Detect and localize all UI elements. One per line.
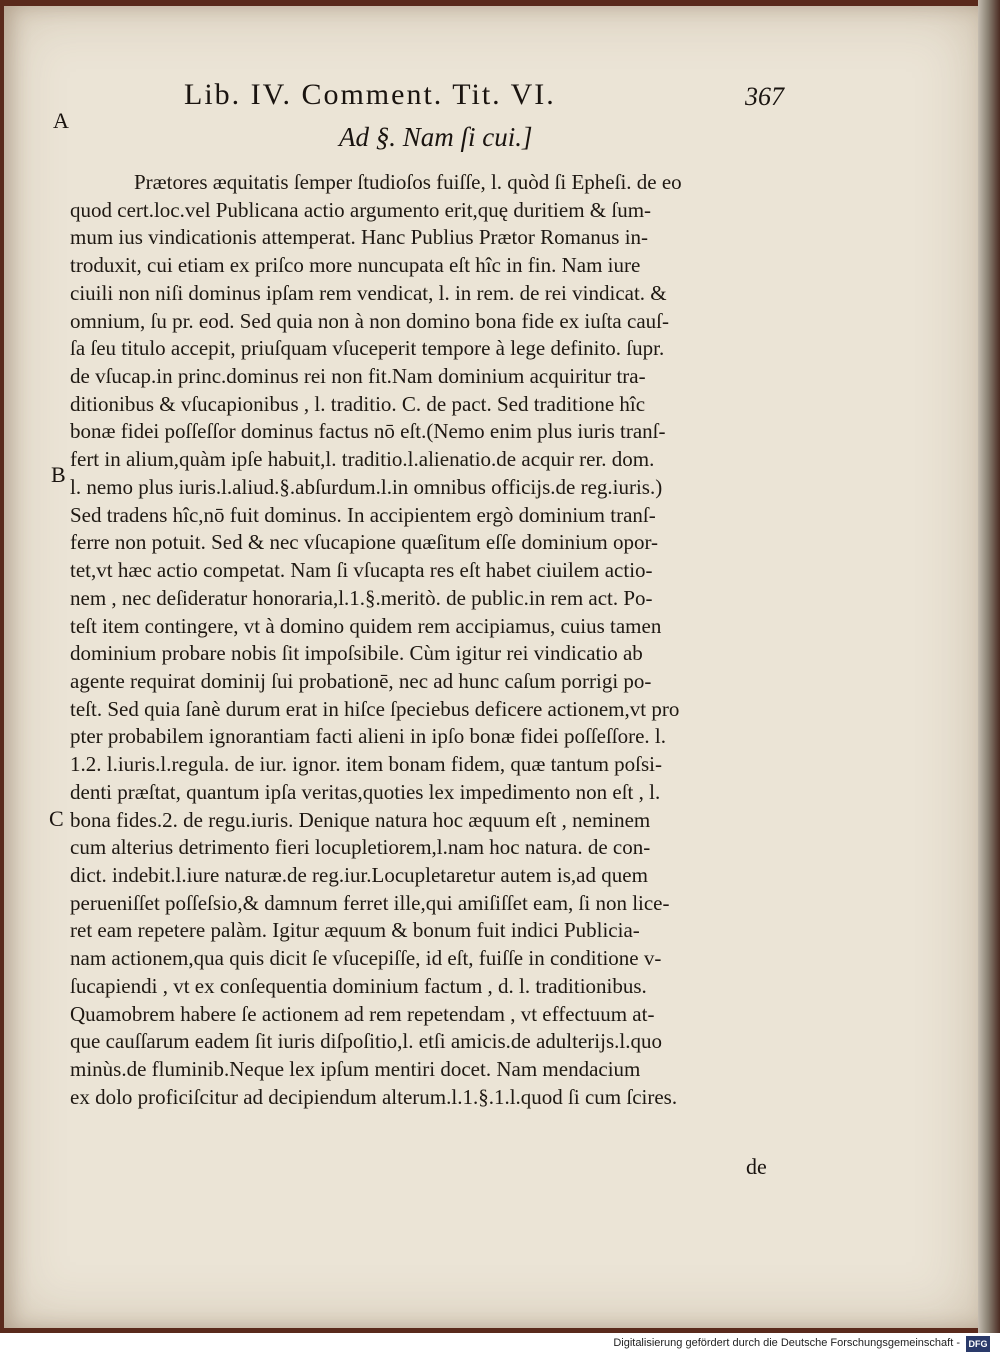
text-line: ex dolo proficiſcitur ad decipiendum alterum.l.1.§.1.l.quod ſi cum ſcires. bbox=[70, 1084, 678, 1109]
body-text bbox=[70, 169, 790, 1111]
text-line: bonæ fidei poſſeſſor dominus factus nō eſt.(Nemo enim plus iuris tranſ- bbox=[70, 419, 666, 444]
text-line: dominium probare nobis ſit impoſsibile. Cùm igitur rei vindicatio ab bbox=[70, 641, 643, 666]
footer-bar bbox=[0, 1333, 1000, 1356]
text-line: 1.2. l.iuris.l.regula. de iur. ignor. item bonam fidem, quæ tantum poſsi- bbox=[70, 752, 663, 777]
funding-notice: Digitalisierung gefördert durch die Deutsche Forschungsgemeinschaft - bbox=[613, 1337, 960, 1349]
margin-letter-c: C bbox=[49, 806, 64, 831]
text-line: ret eam repetere palàm. Igitur æquum & bonum fuit indici Publicia- bbox=[70, 918, 640, 943]
text-line: perueniſſet poſſeſsio,& damnum ferret ille,qui amiſiſſet eam, ſi non lice- bbox=[70, 890, 670, 915]
page-edge bbox=[978, 0, 1000, 1333]
dfg-logo-icon: DFG bbox=[966, 1336, 990, 1352]
text-line: bona fides.2. de regu.iuris. Denique natura hoc æquum eſt , neminem bbox=[70, 807, 651, 832]
text-line: nem , nec deſideratur honoraria,l.1.§.meritò. de public.in rem act. Po- bbox=[70, 585, 653, 610]
margin-letter-a: A bbox=[53, 108, 69, 133]
text-line: troduxit, cui etiam ex priſco more nuncupata eſt hîc in fin. Nam iure bbox=[70, 253, 641, 278]
running-head: Lib. IV. Comment. Tit. VI. bbox=[184, 78, 556, 111]
section-title: Ad §. Nam ſi cui.] bbox=[339, 122, 533, 152]
text-line: quod cert.loc.vel Publicana actio argumento erit,quę duritiem & ſum- bbox=[70, 197, 652, 222]
text-line: que cauſſarum eadem ſit iuris diſpoſitio,l. etſi amicis.de adulterijs.l.quo bbox=[70, 1029, 662, 1054]
text-line: teſt item contingere, vt à domino quidem rem accipiamus, cuius tamen bbox=[70, 613, 662, 638]
text-line: denti præſtat, quantum ipſa veritas,quoties lex impedimento non eſt , l. bbox=[70, 779, 661, 804]
text-line: ſa ſeu titulo accepit, priuſquam vſuceperit tempore à lege definito. ſupr. bbox=[70, 336, 665, 361]
text-line: omnium, ſu pr. eod. Sed quia non à non domino bona fide ex iuſta cauſ- bbox=[70, 308, 669, 333]
text-line: cum alterius detrimento fieri locupletiorem,l.nam hoc natura. de con- bbox=[70, 835, 651, 860]
text-line: l. nemo plus iuris.l.aliud.§.abſurdum.l.in omnibus officijs.de reg.iuris.) bbox=[70, 474, 663, 499]
text-line: nam actionem,qua quis dicit ſe vſucepiſſe, id eſt, fuiſſe in conditione v- bbox=[70, 946, 662, 971]
text-line: agente requirat dominij ſui probationē, nec ad hunc caſum porrigi po- bbox=[70, 668, 652, 693]
text-line: mum ius vindicationis attemperat. Hanc Publius Prætor Romanus in- bbox=[70, 225, 649, 250]
text-line: ditionibus & vſucapionibus , l. traditio. C. de pact. Sed traditione hîc bbox=[70, 391, 646, 416]
text-line: ciuili non niſi dominus ipſam rem vendicat, l. in rem. de rei vindicat. & bbox=[70, 280, 667, 305]
text-line: ferre non potuit. Sed & nec vſucapione quæſitum eſſe dominium opor- bbox=[70, 530, 659, 555]
text-line: minùs.de fluminib.Neque lex ipſum mentiri docet. Nam mendacium bbox=[70, 1057, 641, 1081]
margin-letter-b: B bbox=[51, 462, 66, 487]
text-line: de vſucap.in princ.dominus rei non fit.Nam dominium acquiritur tra- bbox=[70, 364, 646, 389]
page-number: 367 bbox=[745, 82, 784, 111]
text-line: pter probabilem ignorantiam facti alieni in ipſo bonæ fidei poſſeſſore. l. bbox=[70, 724, 667, 749]
text-line: ſucapiendi , vt ex conſequentia dominium factum , d. l. traditionibus. bbox=[70, 973, 647, 998]
text-line: teſt. Sed quia ſanè durum erat in hiſce ſpeciebus deficere actionem,vt pro bbox=[70, 696, 680, 721]
text-line: Sed tradens hîc,nō fuit dominus. In accipientem ergò dominium tranſ- bbox=[70, 502, 656, 527]
catchword: de bbox=[746, 1154, 767, 1179]
text-line: dict. indebit.l.iure naturæ.de reg.iur.Locupletaretur autem is,ad quem bbox=[70, 862, 648, 887]
book-page bbox=[4, 6, 978, 1328]
text-line: Prætores æquitatis ſemper ſtudioſos fuiſſe, l. quòd ſi Epheſi. de eo bbox=[134, 170, 682, 194]
text-line: Quamobrem habere ſe actionem ad rem repetendam , vt effectuum at- bbox=[70, 1001, 655, 1026]
text-line: tet,vt hæc actio competat. Nam ſi vſucapta res eſt habet ciuilem actio- bbox=[70, 558, 653, 583]
text-line: fert in alium,quàm ipſe habuit,l. traditio.l.alienatio.de acquir rer. dom. bbox=[70, 447, 655, 472]
